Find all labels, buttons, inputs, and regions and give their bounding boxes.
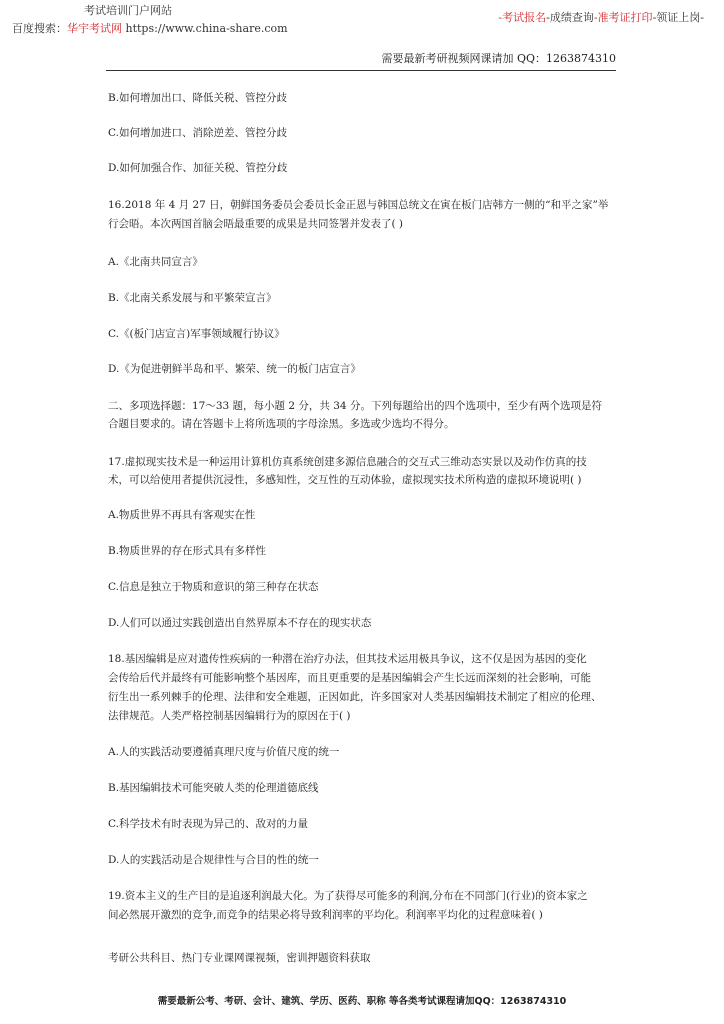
site-url-link[interactable]: https://www.china-share.com [125,22,288,35]
option-c: C.《(板门店宣言)军事领域履行协议》 [108,328,285,340]
question-18-cont: 法律规范。人类严格控制基因编辑行为的原因在于( ) [108,710,351,722]
option-d: D.如何加强合作、加征关税、管控分歧 [108,162,288,174]
nav-separator: - [546,11,550,24]
nav-ticket-link[interactable]: 准考证打印 [597,11,653,24]
qq-contact-line: 需要最新考研视频网课请加 QQ：1263874310 [106,50,616,71]
nav-separator: - [498,11,503,24]
nav-separator: - [593,11,598,24]
search-prefix: 百度搜索： [12,22,67,35]
nav-separator: - [652,11,657,24]
question-18-cont: 会传给后代并最终有可能影响整个基因库，而且更重要的是基因编辑会产生长远而深刻的社会影响，可能 [108,672,591,684]
footer-note: 考研公共科目、热门专业课网课视频，密训押题资料获取 [108,952,371,964]
option-d: D.人的实践活动是合规律性与合目的性的统一 [108,854,319,866]
section-heading: 二、多项选择题：17～33 题，每小题 2 分，共 34 分。下列每题给出的四个选项中，至少有两个选项是符 [108,400,602,412]
option-b: B.如何增加出口、降低关税、管控分歧 [108,92,288,104]
search-term-link[interactable]: 华宇考试网 [67,22,122,35]
option-c: C.科学技术有时表现为异己的、敌对的力量 [108,818,308,830]
site-name: 考试培训门户网站 [84,4,172,17]
question-16-cont: 行会晤。本次两国首脑会晤最重要的成果是共同签署并发表了( ) [108,218,404,230]
option-a: A.人的实践活动要遵循真理尺度与价值尺度的统一 [108,746,340,758]
question-19: 19.资本主义的生产目的是追逐利润最大化。为了获得尽可能多的利润,分布在不同部门(行业)的资本家之 [108,890,588,902]
option-c: C.信息是独立于物质和意识的第三种存在状态 [108,581,319,593]
question-16: 16.2018 年 4 月 27 日，朝鲜国务委员会委员长金正恩与韩国总统文在寅在板门店韩方一侧的“和平之家”举 [108,199,609,211]
question-18-cont: 衍生出一系列棘手的伦理、法律和安全难题，正因如此，许多国家对人类基因编辑技术制定了相应的伦理、 [108,691,602,703]
option-d: D.人们可以通过实践创造出自然界原本不存在的现实状态 [108,617,372,629]
option-c: C.如何增加进口、消除逆差、管控分歧 [108,127,287,139]
option-d: D.《为促进朝鲜半岛和平、繁荣、统一的板门店宣言》 [108,363,361,375]
section-heading-cont: 合题目要求的。请在答题卡上将所选项的字母涂黑。多选或少选均不得分。 [108,418,455,430]
question-17: 17.虚拟现实技术是一种运用计算机仿真系统创建多源信息融合的交互式三维动态实景以及动作仿真的技 [108,456,587,468]
option-b: B.《北南关系发展与和平繁荣宣言》 [108,292,277,304]
nav-separator: - [700,11,704,24]
nav-score-link[interactable]: 成绩查询 [549,11,594,24]
question-19-cont: 间必然展开激烈的竞争,而竞争的结果必将导致利润率的平均化。利润率平均化的过程意味着( ) [108,909,543,921]
site-nav [498,9,704,25]
option-b: B.物质世界的存在形式具有多样性 [108,545,267,557]
option-b: B.基因编辑技术可能突破人类的伦理道德底线 [108,782,319,794]
page-footer: 需要最新公考、考研、会计、建筑、学历、医药、职称 等各类考试课程请加QQ：1263874310 [157,996,567,1007]
question-17-cont: 术，可以给使用者提供沉浸性，多感知性，交互性的互动体验，虚拟现实技术所构造的虚拟环境说明( ) [108,474,582,486]
nav-exam-signup-link[interactable]: 考试报名 [502,11,547,24]
nav-cert-link[interactable]: 领证上岗 [656,11,701,24]
option-a: A.物质世界不再具有客观实在性 [108,509,256,521]
option-a: A.《北南共同宣言》 [108,256,203,268]
question-18: 18.基因编辑是应对遗传性疾病的一种潜在治疗办法，但其技术运用极具争议，这不仅是因为基因的变化 [108,653,587,665]
site-header-left [12,2,288,38]
